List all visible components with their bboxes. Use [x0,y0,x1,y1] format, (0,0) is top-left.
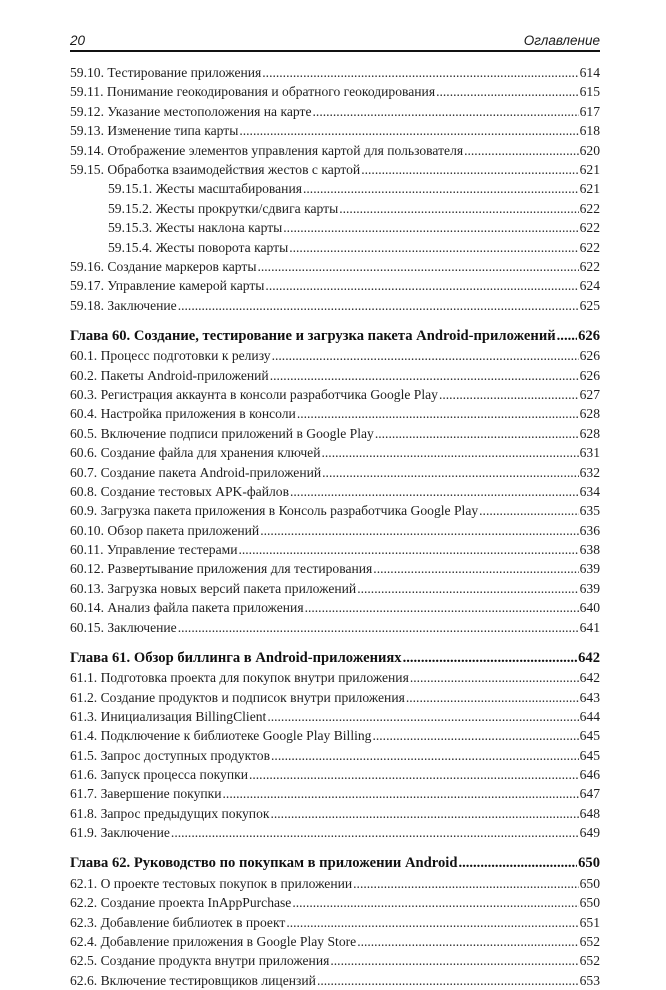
dot-leader [297,404,579,423]
toc-entry-page: 622 [579,258,600,274]
dot-leader [339,199,578,218]
dot-leader [372,726,578,745]
dot-leader [292,893,578,912]
toc-entry-title: 61.8. Запрос предыдущих покупок [70,805,270,821]
toc-entry[interactable] [70,579,600,598]
toc-entry-page: 640 [579,600,600,616]
toc-entry-title: 61.2. Создание продуктов и подписок внутри приложения [70,689,405,705]
toc-entry-title: 62.3. Добавление библиотек в проект [70,914,286,930]
toc-entry-title: 59.10. Тестирование приложения [70,65,262,80]
dot-leader [171,823,579,842]
toc-entry[interactable] [70,424,600,443]
toc-entry[interactable] [70,63,600,82]
toc-entry[interactable] [70,823,600,842]
toc-entry-page: 614 [579,65,600,80]
dot-leader [357,932,578,951]
page-number: 20 [70,33,86,48]
dot-leader [557,327,577,347]
toc-entry[interactable] [70,346,600,365]
toc-entry[interactable] [70,385,600,404]
dot-leader [313,102,579,121]
toc-entry-page: 650 [578,855,600,872]
toc-entry-page: 622 [579,239,600,255]
toc-entry-page: 620 [579,142,600,158]
toc-entry-page: 635 [579,503,600,519]
toc-entry-page: 628 [579,406,600,422]
toc-entry-page: 645 [579,747,600,763]
toc-entry-page: 643 [579,689,600,705]
toc-entry-page: 621 [579,181,600,197]
toc-entry-page: 636 [579,522,600,538]
toc-entry-page: 644 [579,708,600,724]
toc-entry[interactable] [70,141,600,160]
toc-entry-title: 59.13. Изменение типа карты [70,123,239,139]
chapter-heading[interactable] [70,649,600,669]
toc-entry[interactable] [70,804,600,823]
dot-leader [410,668,579,687]
dot-leader [270,804,578,823]
toc-entry-title: 60.13. Загрузка новых версий пакета приложений [70,580,357,596]
toc-entry-title: 60.4. Настройка приложения в консоли [70,406,296,422]
toc-entry-title: 60.9. Загрузка пакета приложения в Консоль разработчика Google Play [70,503,479,519]
toc-entry[interactable] [70,366,600,385]
dot-leader [464,141,579,160]
toc-entry-page: 627 [579,386,600,402]
toc-entry-title: 61.9. Заключение [70,825,170,841]
dot-leader [270,366,579,385]
toc-entry-page: 645 [579,728,600,744]
toc-entry-title: Глава 61. Обзор биллинга в Android-приложениях [70,649,402,666]
toc-entry-title: 60.5. Включение подписи приложений в Google Play [70,425,374,441]
dot-leader [239,121,578,140]
toc-entry-title: 62.6. Включение тестировщиков лицензий [70,972,316,988]
toc-entry-page: 617 [579,103,600,119]
toc-entry-page: 626 [578,327,600,344]
toc-entry-title: Глава 60. Создание, тестирование и загрузка пакета Android-приложений [70,327,556,344]
toc-entry-title: 61.3. Инициализация BillingClient [70,708,267,724]
toc-entry[interactable] [70,160,600,179]
dot-leader [223,784,579,803]
toc-entry-title: 59.15.3. Жесты наклона карты [108,220,283,236]
toc-entry-title: 59.12. Указание местоположения на карте [70,103,312,119]
toc-entry-page: 624 [579,278,600,294]
dot-leader [271,746,579,765]
toc-entry[interactable] [70,559,600,578]
dot-leader [283,218,578,237]
toc-entry-title: 60.2. Пакеты Android-приложений [70,367,269,383]
dot-leader [439,385,579,404]
dot-leader [322,443,579,462]
dot-leader [249,765,579,784]
toc-entry[interactable] [70,482,600,501]
toc-entry-title: 59.15.4. Жесты поворота карты [108,239,289,255]
toc-entry-title: 62.1. О проекте тестовых покупок в приложении [70,875,353,891]
toc-entry[interactable] [70,296,600,315]
dot-leader [290,482,579,501]
toc-entry-title: 62.2. Создание проекта InAppPurchase [70,895,292,911]
toc-entry-title: 61.5. Запрос доступных продуктов [70,747,271,763]
toc-entry[interactable] [70,971,600,990]
toc-entry-title: 59.17. Управление камерой карты [70,278,265,294]
toc-entry-page: 622 [579,200,600,216]
toc-entry-title: 60.10. Обзор пакета приложений [70,522,260,538]
toc-entry[interactable] [70,404,600,423]
toc-entry[interactable] [70,199,600,218]
dot-leader [406,688,579,707]
dot-leader [178,618,579,637]
toc-entry[interactable] [70,540,600,559]
toc-entry-page: 653 [579,972,600,988]
toc-entry[interactable] [70,443,600,462]
dot-leader [305,598,579,617]
toc-entry[interactable] [70,784,600,803]
toc-entry-page: 647 [579,786,600,802]
dot-leader [178,296,579,315]
toc-entry[interactable] [70,746,600,765]
dot-leader [361,160,578,179]
chapter-heading[interactable] [70,854,600,874]
toc-entry-page: 642 [578,649,600,666]
toc-entry-title: 59.15.1. Жесты масштабирования [108,181,302,197]
toc-entry-page: 621 [579,161,600,177]
toc-entry-page: 646 [579,767,600,783]
dot-leader [260,521,578,540]
toc-entry[interactable] [70,218,600,237]
dot-leader [265,276,578,295]
toc-entry-title: 59.11. Понимание геокодирования и обратного геокодирования [70,84,436,100]
toc-entry[interactable] [70,179,600,198]
toc-entry[interactable] [70,102,600,121]
toc-entry-title: 62.5. Создание продукта внутри приложения [70,953,330,969]
dot-leader [458,854,577,874]
toc-entry[interactable] [70,276,600,295]
dot-leader [375,424,579,443]
toc-entry-page: 652 [579,953,600,969]
toc-entry-title: Глава 62. Руководство по покупкам в приложении Android [70,855,458,872]
toc-entry-title: 61.6. Запуск процесса покупки [70,767,248,783]
toc-entry-title: 60.14. Анализ файла пакета приложения [70,600,304,616]
dot-leader [479,501,578,520]
toc-entry-page: 649 [579,825,600,841]
dot-leader [262,63,578,82]
toc-entry-title: 61.7. Завершение покупки [70,786,222,802]
toc-entry[interactable] [70,257,600,276]
table-of-contents [70,63,600,990]
dot-leader [353,874,578,893]
running-header [70,30,600,52]
toc-entry-title: 60.3. Регистрация аккаунта в консоли разработчика Google Play [70,386,438,402]
toc-entry-title: 60.11. Управление тестерами [70,542,238,558]
toc-entry-page: 651 [579,914,600,930]
toc-entry[interactable] [70,501,600,520]
toc-entry[interactable] [70,463,600,482]
dot-leader [330,951,578,970]
toc-entry-page: 628 [579,425,600,441]
toc-entry-page: 641 [579,619,600,635]
dot-leader [322,463,578,482]
toc-entry-title: 59.15. Обработка взаимодействия жестов с картой [70,161,361,177]
toc-entry[interactable] [70,932,600,951]
dot-leader [357,579,578,598]
toc-entry-title: 59.18. Заключение [70,297,177,313]
toc-entry-page: 625 [579,297,600,313]
toc-entry[interactable] [70,82,600,101]
toc-entry-page: 626 [579,367,600,383]
toc-entry[interactable] [70,238,600,257]
toc-entry-title: 61.4. Подключение к библиотеке Google Play Billing [70,728,372,744]
toc-entry[interactable] [70,874,600,893]
toc-entry[interactable] [70,951,600,970]
toc-entry-title: 60.6. Создание файла для хранения ключей [70,445,321,461]
chapter-heading[interactable] [70,327,600,347]
dot-leader [238,540,578,559]
toc-entry-title: 59.14. Отображение элементов управления картой для пользователя [70,142,464,158]
toc-entry-page: 642 [579,670,600,686]
toc-entry-title: 60.12. Развертывание приложения для тестирования [70,561,373,577]
toc-entry-page: 650 [579,875,600,891]
dot-leader [289,238,578,257]
toc-entry[interactable] [70,765,600,784]
toc-entry[interactable] [70,707,600,726]
toc-entry-page: 632 [579,464,600,480]
toc-entry[interactable] [70,688,600,707]
toc-entry-page: 622 [579,220,600,236]
toc-entry-page: 639 [579,561,600,577]
dot-leader [317,971,579,990]
toc-entry-page: 639 [579,580,600,596]
dot-leader [403,649,578,669]
dot-leader [373,559,578,578]
toc-entry-title: 62.4. Добавление приложения в Google Play Store [70,933,357,949]
toc-entry[interactable] [70,121,600,140]
toc-entry-page: 618 [579,123,600,139]
toc-entry-title: 60.7. Создание пакета Android-приложений [70,464,322,480]
toc-entry-page: 634 [579,483,600,499]
toc-entry[interactable] [70,598,600,617]
toc-entry-title: 60.8. Создание тестовых APK-файлов [70,483,289,499]
toc-entry[interactable] [70,618,600,637]
toc-entry-page: 650 [579,895,600,911]
toc-entry-page: 615 [579,84,600,100]
toc-entry-page: 626 [579,348,600,364]
toc-entry-title: 59.16. Создание маркеров карты [70,258,257,274]
toc-entry[interactable] [70,726,600,745]
dot-leader [286,913,578,932]
dot-leader [436,82,579,101]
toc-entry[interactable] [70,913,600,932]
toc-entry-page: 652 [579,933,600,949]
dot-leader [257,257,578,276]
toc-entry-page: 631 [579,445,600,461]
toc-entry-page: 638 [579,542,600,558]
dot-leader [303,179,579,198]
dot-leader [267,707,578,726]
toc-entry-title: 59.15.2. Жесты прокрутки/сдвига карты [108,200,339,216]
toc-entry-title: 60.15. Заключение [70,619,177,635]
dot-leader [272,346,579,365]
toc-entry-title: 60.1. Процесс подготовки к релизу [70,348,271,364]
toc-entry[interactable] [70,893,600,912]
toc-entry[interactable] [70,521,600,540]
toc-entry[interactable] [70,668,600,687]
toc-entry-page: 648 [579,805,600,821]
toc-entry-title: 61.1. Подготовка проекта для покупок внутри приложения [70,670,409,686]
running-header-title: Оглавление [523,33,600,48]
